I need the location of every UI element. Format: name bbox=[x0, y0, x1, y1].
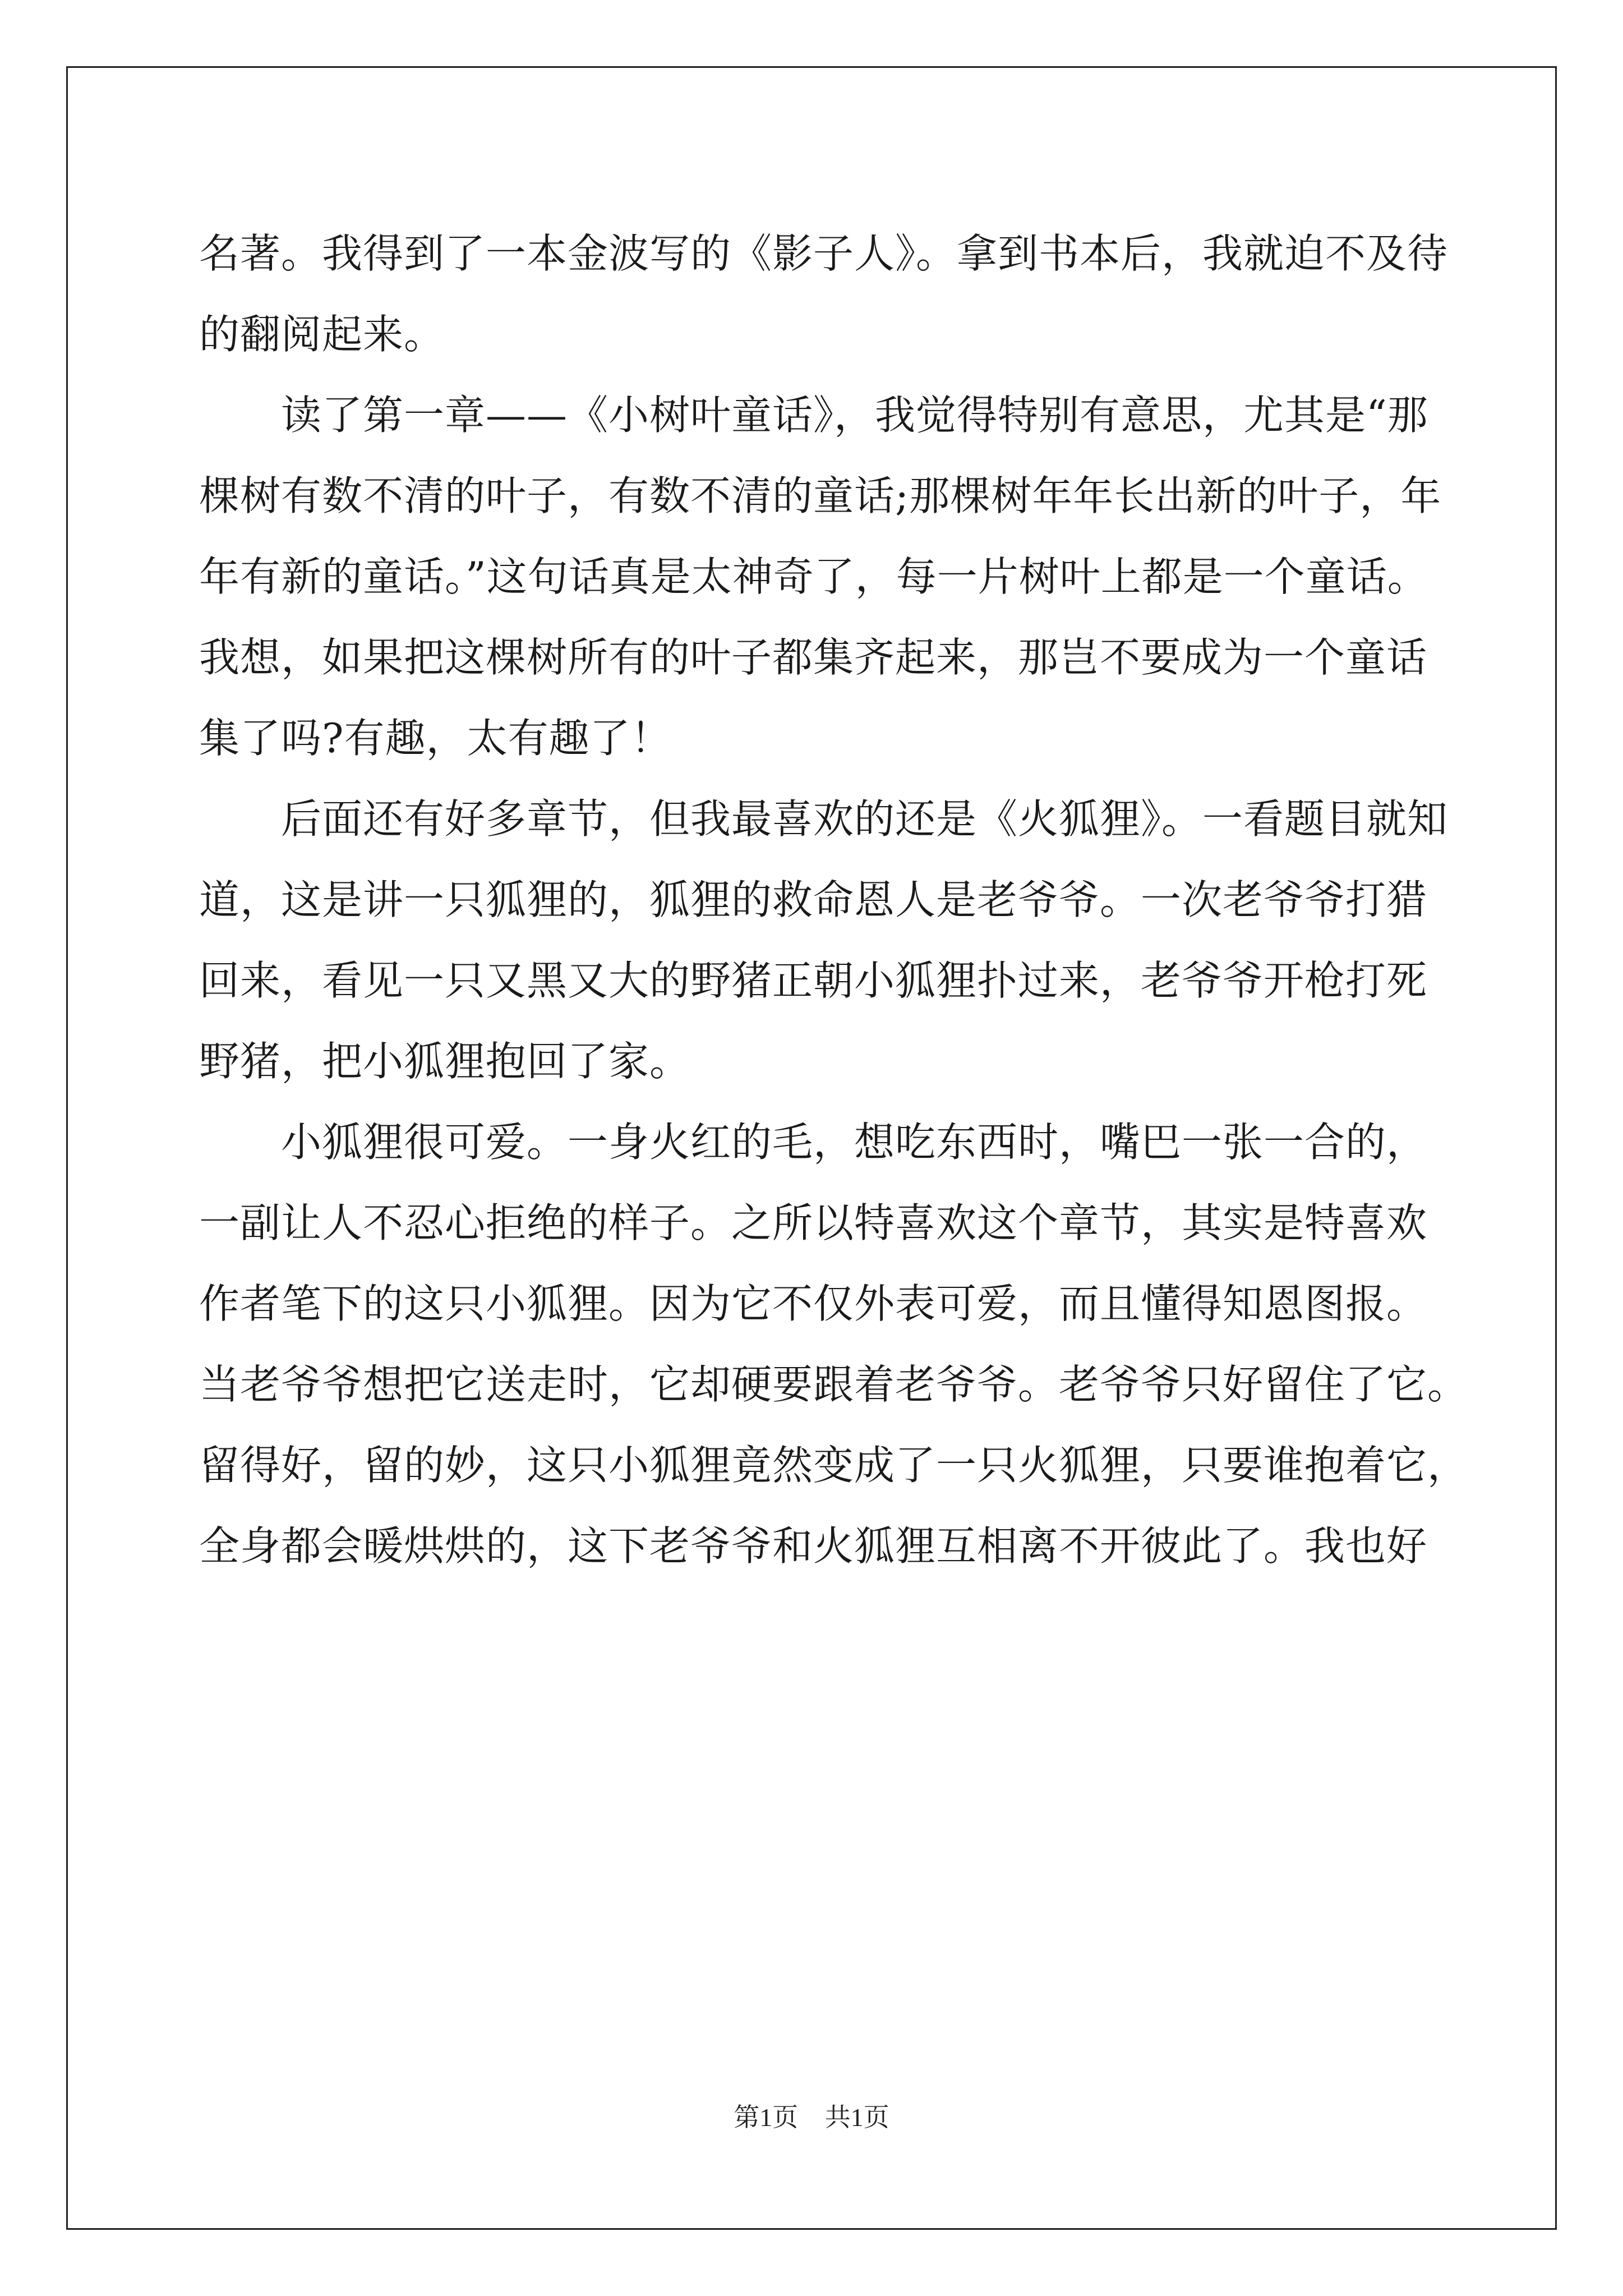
document-body bbox=[199, 213, 1469, 1586]
text-line: 当老爷爷想把它送走时，它却硬要跟着老爷爷。老爷爷只好留住了它。 bbox=[199, 1361, 1469, 1408]
text-line: 全身都会暖烘烘的，这下老爷爷和火狐狸互相离不开彼此了。我也好 bbox=[199, 1522, 1428, 1570]
text-line: 作者笔下的这只小狐狸。因为它不仅外表可爱，而且懂得知恩图报。 bbox=[199, 1280, 1428, 1327]
text-line: 野猪，把小狐狸抱回了家。 bbox=[199, 1038, 691, 1085]
page-number: 第1页 bbox=[734, 2103, 799, 2132]
paragraph-start-line: 后面还有好多章节，但我最喜欢的还是《火狐狸》。一看题目就知 bbox=[281, 795, 1449, 843]
text-line: 我想，如果把这棵树所有的叶子都集齐起来，那岂不要成为一个童话 bbox=[199, 634, 1428, 681]
text-line: 回来，看见一只又黑又大的野猪正朝小狐狸扑过来，老爷爷开枪打死 bbox=[199, 957, 1428, 1004]
text-line: 棵树有数不清的叶子，有数不清的童话;那棵树年年长出新的叶子，年 bbox=[199, 472, 1442, 519]
text-line: 道，这是讲一只狐狸的，狐狸的救命恩人是老爷爷。一次老爷爷打猎 bbox=[199, 876, 1428, 923]
text-line: 留得好，留的妙，这只小狐狸竟然变成了一只火狐狸，只要谁抱着它， bbox=[199, 1442, 1469, 1489]
page-footer bbox=[0, 2097, 1623, 2134]
text-line: 名著。我得到了一本金波写的《影子人》。拿到书本后，我就迫不及待 bbox=[199, 230, 1449, 277]
text-line: 的翻阅起来。 bbox=[199, 311, 445, 358]
text-line: 集了吗?有趣，太有趣了！ bbox=[199, 715, 672, 762]
page-total: 共1页 bbox=[824, 2103, 889, 2132]
paragraph-start-line: 小狐狸很可爱。一身火红的毛，想吃东西时，嘴巴一张一合的， bbox=[281, 1119, 1428, 1166]
text-line: 一副让人不忍心拒绝的样子。之所以特喜欢这个章节，其实是特喜欢 bbox=[199, 1199, 1428, 1246]
paragraph-start-line: 读了第一章——《小树叶童话》，我觉得特别有意思，尤其是“那 bbox=[281, 392, 1428, 439]
text-line: 年有新的童话。”这句话真是太神奇了，每一片树叶上都是一个童话。 bbox=[199, 553, 1428, 600]
